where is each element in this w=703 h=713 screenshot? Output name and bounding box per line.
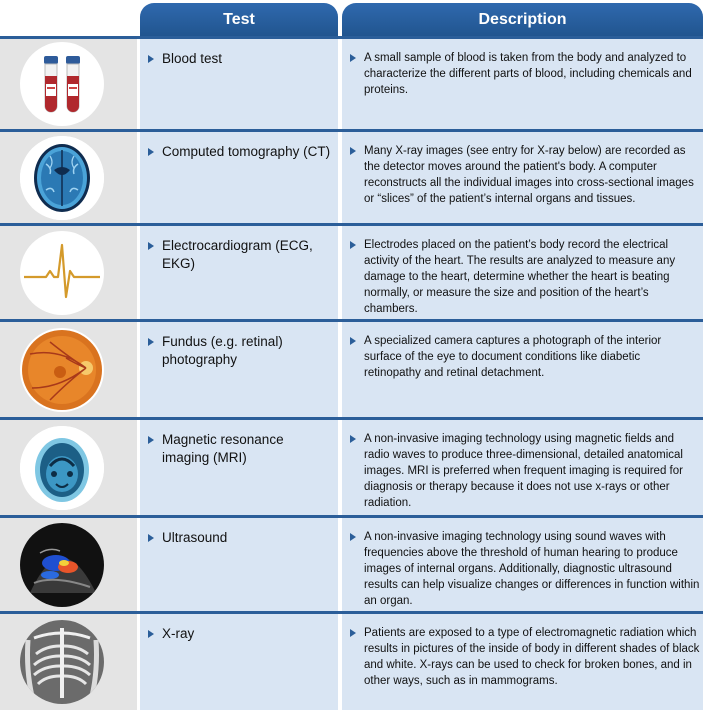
test-description: [350, 529, 700, 609]
bullet-triangle-icon: [148, 630, 154, 638]
test-name-text: Computed tomography (CT): [162, 144, 331, 159]
table-row: [0, 226, 703, 319]
test-description-text: Electrodes placed on the patient’s body record the electrical activity of the heart. The results are analyzed to measure any damage to the heart, determine whether the heart is beating normally, or measure the size and position of the heart’s chambers.: [364, 239, 676, 315]
test-column-header: [140, 3, 338, 36]
ultrasound-icon: [20, 523, 104, 607]
test-description-text: Many X-ray images (see entry for X-ray below) are recorded as the detector moves around the patient's body. A computer reconstructs all the individual images into cross-sectional images or “slices” of the patient’s internal organs and tissues.: [364, 145, 694, 205]
brain-ct-icon: [20, 136, 104, 220]
test-description-text: A non-invasive imaging technology using magnetic fields and radio waves to produce three-dimensional, detailed anatomical images. MRI is preferred when frequent imaging is required for diagnosis or therapy because it does not use x-rays or other radiation.: [364, 433, 683, 509]
test-name-text: Electrocardiogram (ECG, EKG): [162, 238, 313, 271]
test-description-text: Patients are exposed to a type of electromagnetic radiation which results in pictures of the inside of body in different shades of black and white. X-rays can be used to check for broken bones, and in other ways, such as in mammograms.: [364, 627, 700, 687]
test-name-text: Magnetic resonance imaging (MRI): [162, 432, 284, 465]
description-header-label: Description: [478, 10, 567, 28]
test-description-text: A small sample of blood is taken from the body and analyzed to characterize the different parts of blood, including chemicals and proteins.: [364, 52, 692, 96]
bullet-triangle-icon: [350, 54, 356, 62]
test-name: [148, 50, 333, 68]
table-row: [0, 322, 703, 417]
table-row: [0, 614, 703, 710]
test-description-text: A specialized camera captures a photograph of the interior surface of the eye to document conditions like diabetic retinopathy and retinal detachment.: [364, 335, 662, 379]
blood-tubes-icon: [20, 42, 104, 126]
test-name: [148, 431, 333, 467]
bullet-triangle-icon: [350, 241, 356, 249]
table-row: [0, 132, 703, 223]
test-name-text: X-ray: [162, 626, 195, 641]
test-name: [148, 333, 333, 369]
bullet-triangle-icon: [350, 337, 356, 345]
chest-xray-icon: [20, 620, 104, 704]
test-name: [148, 237, 333, 273]
description-column-header: [342, 3, 703, 36]
table-row: [0, 420, 703, 515]
table-row: [0, 39, 703, 129]
test-name: [148, 143, 333, 161]
bullet-triangle-icon: [148, 436, 154, 444]
test-name: [148, 625, 333, 643]
test-description: [350, 625, 700, 689]
test-description: [350, 143, 700, 207]
test-description: [350, 333, 700, 381]
bullet-triangle-icon: [148, 148, 154, 156]
bullet-triangle-icon: [148, 242, 154, 250]
bullet-triangle-icon: [350, 629, 356, 637]
table-row: [0, 518, 703, 611]
bullet-triangle-icon: [148, 338, 154, 346]
retina-icon: [20, 328, 104, 412]
bullet-triangle-icon: [350, 533, 356, 541]
bullet-triangle-icon: [148, 534, 154, 542]
test-header-label: Test: [223, 10, 255, 28]
ecg-waveform-icon: [20, 231, 104, 315]
test-description: [350, 237, 700, 317]
test-description-text: A non-invasive imaging technology using sound waves with frequencies above the threshold of human hearing to produce images of internal organs. Additionally, diagnostic ultrasound results can help visualize changes or differences in function within an organ.: [364, 531, 700, 607]
bullet-triangle-icon: [148, 55, 154, 63]
brain-mri-icon: [20, 426, 104, 510]
bullet-triangle-icon: [350, 147, 356, 155]
test-name-text: Fundus (e.g. retinal) photography: [162, 334, 283, 367]
test-description: [350, 431, 700, 511]
test-description: [350, 50, 700, 98]
test-name: [148, 529, 333, 547]
test-name-text: Ultrasound: [162, 530, 228, 545]
bullet-triangle-icon: [350, 435, 356, 443]
test-name-text: Blood test: [162, 51, 223, 66]
